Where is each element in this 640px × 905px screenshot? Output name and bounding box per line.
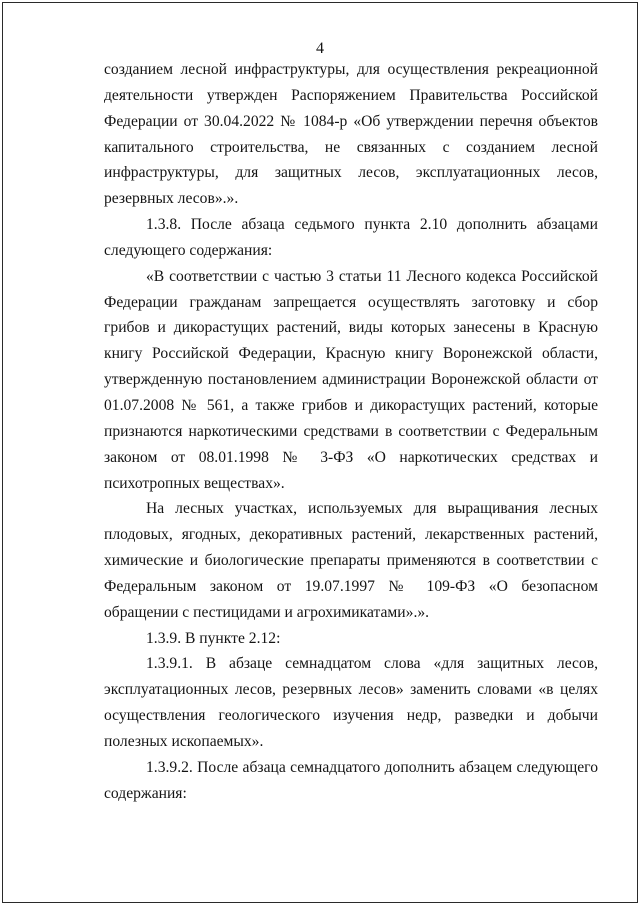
page-number: 4 bbox=[316, 40, 324, 57]
paragraph-1-3-9-2: 1.3.9.2. После абзаца семнадцатого дополнить абзацем следующего содержания: bbox=[104, 758, 598, 802]
paragraph-quote-pesticides: На лесных участках, используемых для выращивания лесных плодовых, ягодных, декоративных растений, лекарственных растений, химические и биологические препараты применяются в соответствии с Федеральным законом от 19.07.1997 № 109-ФЗ «О безопасном обращении с пестицидами и агрохимикатами».». bbox=[104, 500, 598, 621]
paragraph-1-3-8: 1.3.8. После абзаца седьмого пункта 2.10 дополнить абзацами следующего содержания: bbox=[104, 216, 598, 259]
paragraph-quote-red-book: «В соответствии с частью 3 статьи 11 Лесного кодекса Российской Федерации гражданам запрещается осуществлять заготовку и сбор грибов и дикорастущих растений, виды которых занесены в Красную книгу Российской Федерации, Красную книгу Воронежской области, утвержденную постановлением администрации Воронежской области от 01.07.2008 № 561, а также грибов и дикорастущих растений, которые признаются наркотическими средствами в соответствии с Федеральным законом от 08.01.1998 № 3-ФЗ «О наркотических средствах и психотропных веществах». bbox=[104, 267, 598, 492]
paragraph-1-3-9-1: 1.3.9.1. В абзаце семнадцатом слова «для защитных лесов, эксплуатационных лесов, резервных лесов» заменить словами «в целях осуществления геологического изучения недр, разведки и добычи полезных ископаемых». bbox=[104, 655, 598, 750]
paragraph-continuation: созданием лесной инфраструктуры, для осуществления рекреационной деятельности утвержден Распоряжением Правительства Российской Федерации от 30.04.2022 № 1084-р «Об утверждении перечня объектов капитального строительства, не связанных с созданием лесной инфраструктуры, для защитных лесов, эксплуатационных лесов, резервных лесов».». bbox=[104, 61, 598, 208]
paragraph-1-3-9: 1.3.9. В пункте 2.12: bbox=[146, 629, 281, 647]
document-body bbox=[104, 57, 598, 806]
